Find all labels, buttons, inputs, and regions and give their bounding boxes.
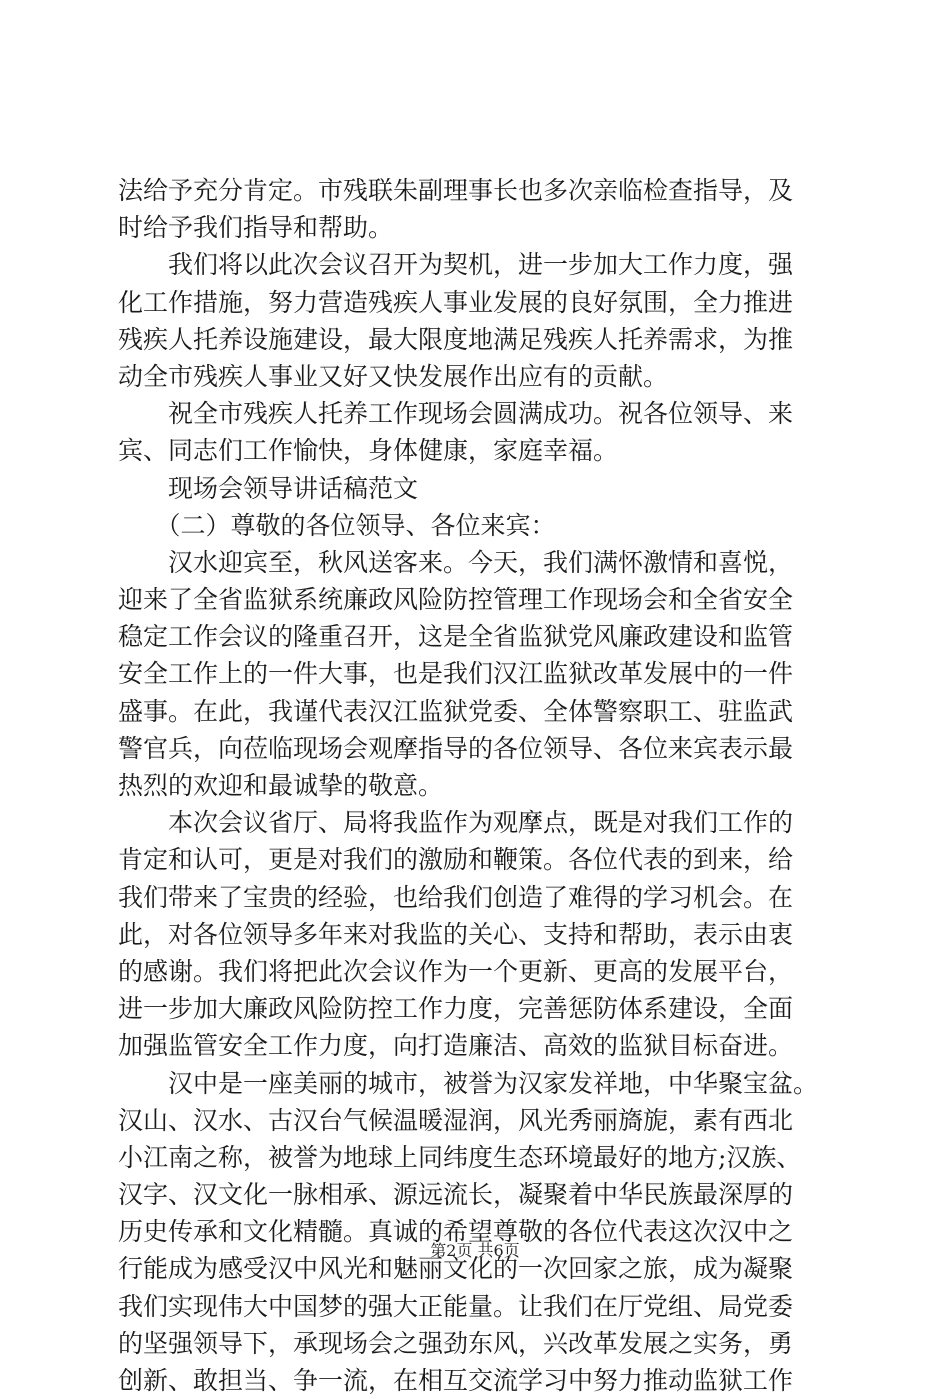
text-line: 汉中是一座美丽的城市，被誉为汉家发祥地，中华聚宝盆。 xyxy=(118,1068,819,1098)
text-line: 进一步加大廉政风险防控工作力度，完善惩防体系建设，全面 xyxy=(118,994,794,1024)
text-line: 创新、敢担当、争一流，在相互交流学习中努力推动监狱工作 xyxy=(118,1366,794,1395)
text-line: 我们将以此次会议召开为契机，进一步加大工作力度，强 xyxy=(118,250,794,280)
text-line: 汉水迎宾至，秋风送客来。今天，我们满怀激情和喜悦， xyxy=(118,547,794,577)
text-line: （二）尊敬的各位领导、各位来宾： xyxy=(118,510,556,540)
body-text xyxy=(118,172,830,1399)
text-line: 化工作措施，努力营造残疾人事业发展的良好氛围，全力推进 xyxy=(118,287,794,317)
text-line: 加强监管安全工作力度，向打造廉洁、高效的监狱目标奋进。 xyxy=(118,1031,794,1061)
text-line: 残疾人托养设施建设，最大限度地满足残疾人托养需求，为推 xyxy=(118,324,794,354)
text-line: 宾、同志们工作愉快，身体健康，家庭幸福。 xyxy=(118,436,619,466)
text-line: 稳定工作会议的隆重召开，这是全省监狱党风廉政建设和监管 xyxy=(118,622,794,652)
text-line: 安全工作上的一件大事，也是我们汉江监狱改革发展中的一件 xyxy=(118,659,794,689)
text-line: 现场会领导讲话稿范文 xyxy=(118,473,419,503)
text-line: 汉字、汉文化一脉相承、源远流长，凝聚着中华民族最深厚的 xyxy=(118,1180,794,1210)
text-line: 肯定和认可，更是对我们的激励和鞭策。各位代表的到来，给 xyxy=(118,845,794,875)
text-line: 我们实现伟大中国梦的强大正能量。让我们在厅党组、局党委 xyxy=(118,1291,794,1321)
text-line: 行能成为感受汉中风光和魅丽文化的一次回家之旅，成为凝聚 xyxy=(118,1254,794,1284)
text-line: 盛事。在此，我谨代表汉江监狱党委、全体警察职工、驻监武 xyxy=(118,696,794,726)
page-footer: 第2页 共6页 xyxy=(430,1241,520,1260)
text-line: 本次会议省厅、局将我监作为观摩点，既是对我们工作的 xyxy=(118,808,794,838)
text-line: 法给予充分肯定。市残联朱副理事长也多次亲临检查指导，及 xyxy=(118,176,794,205)
text-line: 此，对各位领导多年来对我监的关心、支持和帮助，表示由衷 xyxy=(118,919,794,949)
text-line: 的坚强领导下，承现场会之强劲东风，兴改革发展之实务，勇 xyxy=(118,1328,794,1358)
text-line: 小江南之称，被誉为地球上同纬度生态环境最好的地方;汉族、 xyxy=(118,1142,802,1172)
text-line: 热烈的欢迎和最诚挚的敬意。 xyxy=(118,771,444,800)
text-line: 我们带来了宝贵的经验，也给我们创造了难得的学习机会。在 xyxy=(118,882,794,912)
text-line: 祝全市残疾人托养工作现场会圆满成功。祝各位领导、来 xyxy=(118,399,794,429)
text-line: 历史传承和文化精髓。真诚的希望尊敬的各位代表这次汉中之 xyxy=(118,1217,794,1247)
text-line: 动全市残疾人事业又好又快发展作出应有的贡献。 xyxy=(118,361,669,391)
text-line: 警官兵，向莅临现场会观摩指导的各位领导、各位来宾表示最 xyxy=(118,733,794,763)
text-line: 的感谢。我们将把此次会议作为一个更新、更高的发展平台， xyxy=(118,956,794,986)
text-line: 汉山、汉水、古汉台气候温暖湿润，风光秀丽旖旎，素有西北 xyxy=(118,1105,794,1135)
text-line: 时给予我们指导和帮助。 xyxy=(118,213,394,243)
text-line: 迎来了全省监狱系统廉政风险防控管理工作现场会和全省安全 xyxy=(118,585,794,615)
